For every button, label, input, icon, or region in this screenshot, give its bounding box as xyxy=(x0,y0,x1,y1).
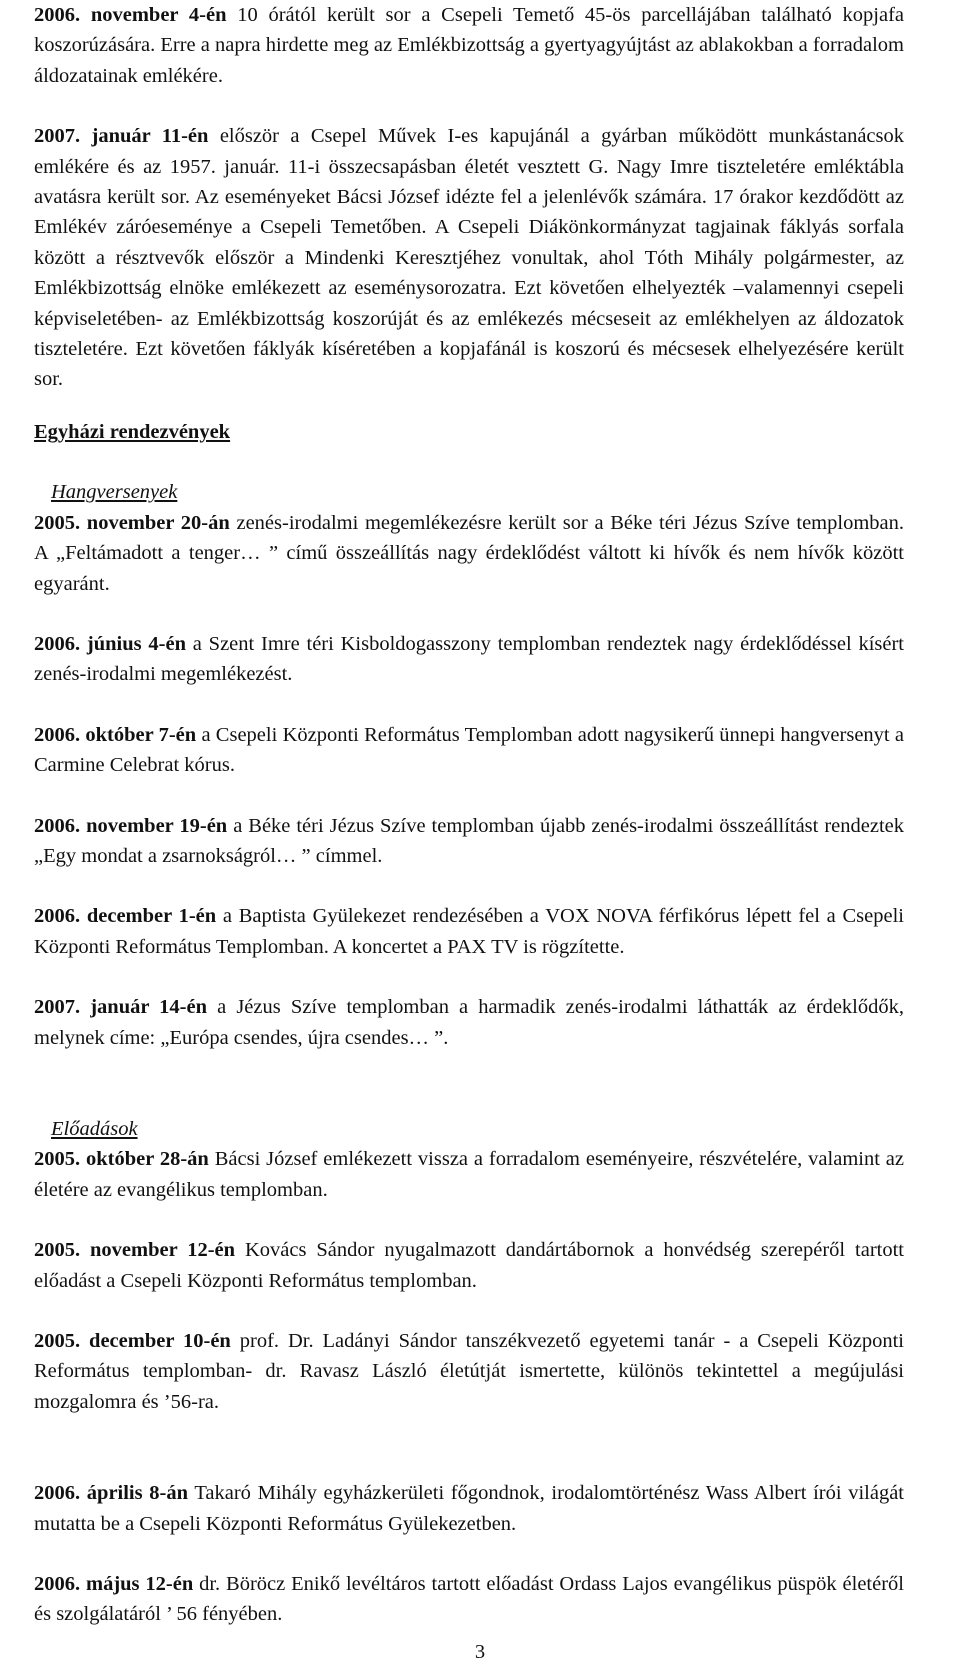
subheading-concerts: Hangversenyek xyxy=(51,481,178,504)
date-label: 2006. december 1-én xyxy=(34,905,217,928)
paragraph-text: Kovács Sándor nyugalmazott dandártábornok a honvédség szerepéről tartott előadást a Csepeli Központi Református templomban. xyxy=(34,1239,904,1292)
paragraph-2007-jan-14 xyxy=(34,992,904,1053)
page-number: 3 xyxy=(474,1641,486,1663)
paragraph-2006-jun-4 xyxy=(34,629,904,690)
subheading-lectures: Előadások xyxy=(51,1117,138,1140)
paragraph-text: a Csepeli Központi Református Templomban adott nagysikerű ünnepi hangversenyt a Carmine Celebrat kórus. xyxy=(34,723,904,777)
paragraph-2005-oct-28 xyxy=(34,1144,904,1205)
date-label: 2007. január 11-én xyxy=(34,125,209,148)
paragraph-2006-may-12 xyxy=(34,1569,904,1630)
paragraph-2006-nov-19 xyxy=(34,811,904,872)
paragraph-2006-dec-1 xyxy=(34,901,904,962)
paragraph-text: a Baptista Gyülekezet rendezésében a VOX NOVA férfikórus lépett fel a Csepeli Központi Református Templomban. A koncertet a PAX TV is rögzítette. xyxy=(34,905,904,958)
section-heading: Egyházi rendezvények xyxy=(34,420,231,443)
paragraph-text: a Jézus Szíve templomban a harmadik zenés-irodalmi láthatták az érdeklődők, melynek címe: „Európa csendes, újra csendes… ”. xyxy=(34,996,904,1049)
paragraph-text: dr. Böröcz Enikő levéltáros tartott előadást Ordass Lajos evangélikus püspök életéről és szolgálatáról ’ 56 fényében. xyxy=(34,1573,904,1626)
date-label: 2006. május 12-én xyxy=(34,1573,194,1596)
date-label: 2006. április 8-án xyxy=(34,1482,189,1505)
paragraph-2005-nov-12 xyxy=(34,1235,904,1296)
paragraph-2005-dec-10 xyxy=(34,1326,904,1417)
paragraph-text: a Szent Imre téri Kisboldogasszony templomban rendeztek nagy érdeklődéssel kísért zenés-irodalmi megemlékezést. xyxy=(34,632,904,686)
date-label: 2006. október 7-én xyxy=(34,723,197,746)
paragraph-2006-apr-8 xyxy=(34,1478,904,1539)
paragraph-2006-nov-4 xyxy=(34,0,904,91)
paragraph-2005-nov-20 xyxy=(34,508,904,599)
date-label: 2005. november 20-án xyxy=(34,511,230,534)
paragraph-text: Bácsi József emlékezett vissza a forradalom eseményeire, részvételére, valamint az életére az evangélikus templomban. xyxy=(34,1148,904,1201)
date-label: 2005. október 28-án xyxy=(34,1148,209,1171)
paragraph-2007-jan-11 xyxy=(34,121,904,395)
date-label: 2006. november 4-én xyxy=(34,4,227,26)
paragraph-text: a Béke téri Jézus Szíve templomban újabb zenés-irodalmi összeállítást rendeztek „Egy mondat a zsarnokságról… ” címmel. xyxy=(34,814,905,867)
date-label: 2007. január 14-én xyxy=(34,996,208,1019)
paragraph-text: Takaró Mihály egyházkerületi főgondnok, irodalomtörténész Wass Albert írói világát mutatta be a Csepeli Központi Református Gyülekezetben. xyxy=(34,1482,904,1535)
paragraph-text: 10 órától került sor a Csepeli Temető 45-ös parcellájában található kopjafa koszorúzására. Erre a napra hirdette meg az Emlékbizottság a gyertyagyújtást az ablakokban a forradalom áldozatainak emlékére. xyxy=(34,4,904,87)
date-label: 2006. június 4-én xyxy=(34,632,186,655)
paragraph-text: először a Csepel Művek I-es kapujánál a gyárban működött munkástanácsok emlékére és az 1957. január. 11-i összecsapásban életét vesztett G. Nagy Imre tiszteletére emléktábla avatásra került sor. Az eseményeket Bácsi József idézte fel a jelenlévők számára. 17 órakor kezdődött az Emlékév záróeseménye a Csepeli Temetőben. A Csepeli Diákönkormányzat tagjainak fáklyás sorfala között a résztvevők először a Mindenki Keresztjéhez vonultak, ahol Tóth Mihály polgármester, az Emlékbizottság elnöke emlékezett az eseménysorozatra. Ezt követően elhelyezték –valamennyi csepeli képviseletében- az Emlékbizottság koszorúját és az emlékezés mécseseit az emlékhelyen az áldozatok tiszteletére. Ezt követően fáklyák kíséretében a kopjafánál is koszorú és mécsesek elhelyezésére került sor. xyxy=(34,125,904,391)
paragraph-text: prof. Dr. Ladányi Sándor tanszékvezető egyetemi tanár - a Csepeli Központi Református templomban- dr. Ravasz László életútját ismertette, különös tekintettel a megújulási mozgalomra és ’56-ra. xyxy=(34,1330,904,1413)
date-label: 2006. november 19-én xyxy=(34,814,228,837)
date-label: 2005. december 10-én xyxy=(34,1330,231,1352)
paragraph-2006-oct-7 xyxy=(34,720,904,781)
paragraph-text: zenés-irodalmi megemlékezésre került sor a Béke téri Jézus Szíve templomban. A „Feltámadott a tenger… ” című összeállítás nagy érdeklődést váltott ki hívők és nem hívők között egyaránt. xyxy=(34,511,904,595)
date-label: 2005. november 12-én xyxy=(34,1239,236,1262)
